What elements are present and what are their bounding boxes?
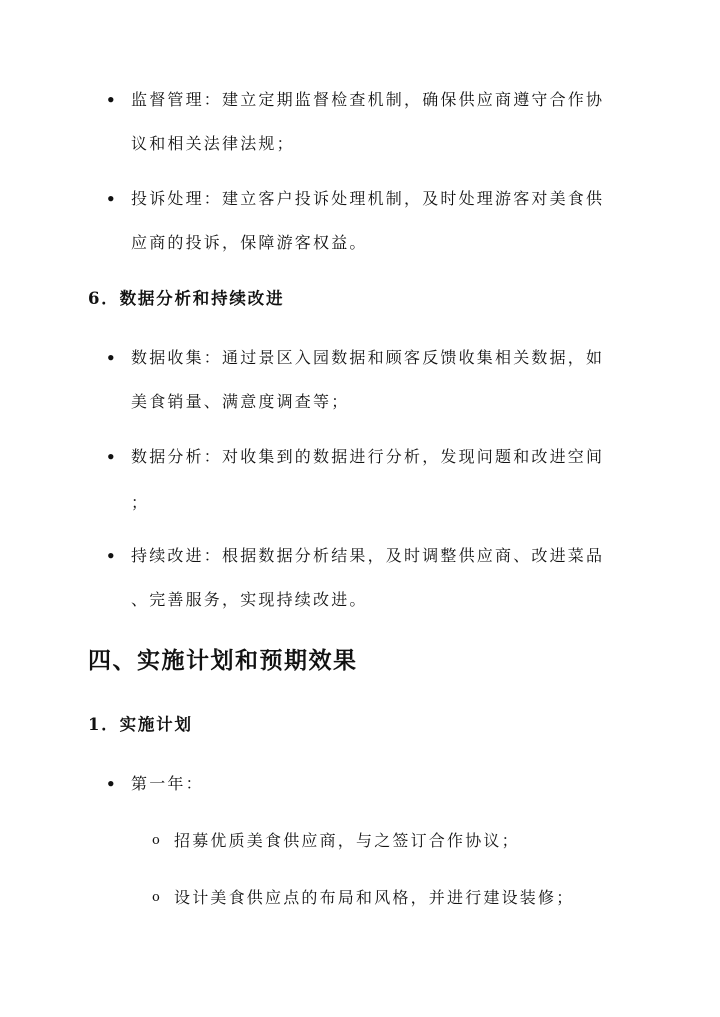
- list-item-text: ；: [131, 493, 150, 512]
- list-item-text: 、完善服务，实现持续改进。: [131, 590, 368, 609]
- list-item-text: 第一年：: [131, 774, 204, 793]
- section-title: 四、实施计划和预期效果: [88, 647, 358, 674]
- list-item-text: 应商的投诉，保障游客权益。: [131, 233, 368, 252]
- list-item-text: 数据分析：对收集到的数据进行分析，发现问题和改进空间: [131, 447, 605, 466]
- list-item-text: 数据收集：通过景区入园数据和顾客反馈收集相关数据，如: [131, 348, 605, 367]
- circle-bullet-icon: o: [152, 890, 160, 905]
- list-item-text: 监督管理：建立定期监督检查机制，确保供应商遵守合作协: [131, 90, 605, 109]
- heading-data-analysis: 6．数据分析和持续改进: [88, 289, 285, 308]
- bullet-icon: •: [106, 775, 116, 793]
- bullet-icon: •: [106, 547, 116, 565]
- bullet-icon: •: [106, 190, 116, 208]
- bullet-icon: •: [106, 448, 116, 466]
- bullet-icon: •: [106, 91, 116, 109]
- list-item-text: 美食销量、满意度调查等；: [131, 392, 350, 411]
- bullet-icon: •: [106, 349, 116, 367]
- sub-list-item-text: 设计美食供应点的布局和风格，并进行建设装修；: [174, 888, 575, 907]
- circle-bullet-icon: o: [152, 833, 160, 848]
- sub-list-item-text: 招募优质美食供应商，与之签订合作协议；: [174, 831, 520, 850]
- list-item-text: 投诉处理：建立客户投诉处理机制，及时处理游客对美食供: [131, 189, 605, 208]
- list-item-text: 议和相关法律法规；: [131, 134, 295, 153]
- list-item-text: 持续改进：根据数据分析结果，及时调整供应商、改进菜品: [131, 546, 605, 565]
- heading-implementation-plan: 1．实施计划: [88, 715, 193, 734]
